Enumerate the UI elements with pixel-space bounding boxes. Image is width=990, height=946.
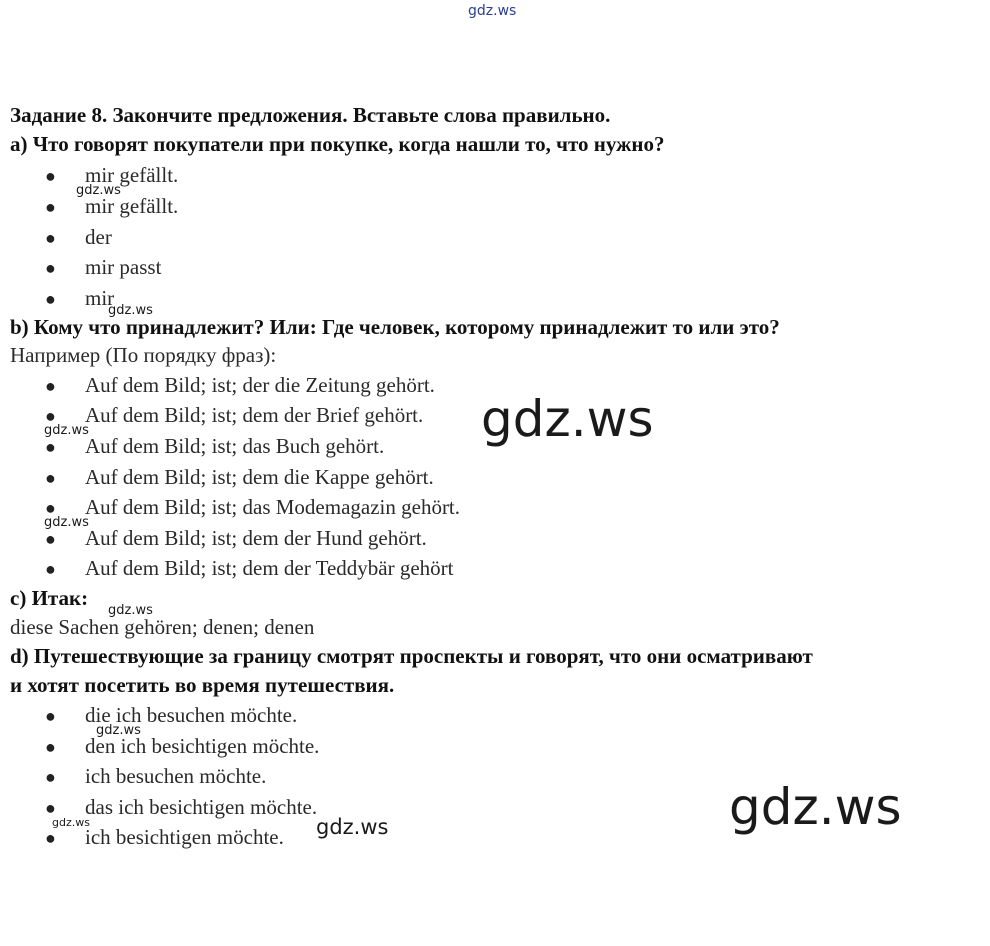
list-item-text: ich besuchen möchte. <box>85 764 267 788</box>
list-item-text: Auf dem Bild; ist; dem die Kappe gehört. <box>85 465 434 489</box>
watermark-top: gdz.ws <box>468 3 517 19</box>
section-a-heading: a) Что говорят покупатели при покупке, когда нашли то, что нужно? <box>10 132 665 156</box>
section-b-heading: b) Кому что принадлежит? Или: Где человек, которому принадлежит то или это? <box>10 315 780 339</box>
watermark-small: gdz.ws <box>108 603 153 618</box>
bullet-icon: ● <box>45 376 56 396</box>
list-item <box>45 733 319 760</box>
list-item <box>45 555 453 582</box>
list-item <box>45 464 434 491</box>
list-item <box>45 254 161 281</box>
list-item-text: ich besichtigen möchte. <box>85 825 284 849</box>
list-item-text: Auf dem Bild; ist; dem der Hund gehört. <box>85 526 427 550</box>
bullet-icon: ● <box>45 498 56 518</box>
watermark-small: gdz.ws <box>52 816 90 829</box>
bullet-icon: ● <box>45 437 56 457</box>
list-item <box>45 763 266 790</box>
section-d-heading-line2: и хотят посетить во время путешествия. <box>10 673 395 697</box>
watermark-small: gdz.ws <box>108 303 153 318</box>
task-title: Задание 8. Закончите предложения. Вставьте слова правильно. <box>10 103 611 127</box>
list-item-text: mir passt <box>85 255 162 279</box>
section-c-text: diese Sachen gehören; denen; denen <box>10 615 315 639</box>
list-item-text: das ich besichtigen möchte. <box>85 795 318 819</box>
list-item-text: Auf dem Bild; ist; das Buch gehört. <box>85 434 385 458</box>
list-item-text: mir gefällt. <box>85 163 179 187</box>
bullet-icon: ● <box>45 706 56 726</box>
list-item-text: die ich besuchen möchte. <box>85 703 298 727</box>
bullet-icon: ● <box>45 828 56 848</box>
list-item-text: Auf dem Bild; ist; das Modemagazin gehört. <box>85 495 461 519</box>
section-c-heading: c) Итак: <box>10 586 89 610</box>
list-item-text: Auf dem Bild; ist; der die Zeitung gehört. <box>85 373 435 397</box>
list-item <box>45 494 460 521</box>
bullet-icon: ● <box>45 767 56 787</box>
list-item-text: mir <box>85 286 115 310</box>
bullet-icon: ● <box>45 166 56 186</box>
list-item <box>45 525 427 552</box>
list-item <box>45 433 384 460</box>
watermark-small: gdz.ws <box>44 515 89 530</box>
section-d-heading-line1: d) Путешествующие за границу смотрят проспекты и говорят, что они осматривают <box>10 644 813 668</box>
bullet-icon: ● <box>45 289 56 309</box>
watermark-large: gdz.ws <box>729 778 902 836</box>
list-item <box>45 402 423 429</box>
bullet-icon: ● <box>45 529 56 549</box>
watermark-medium: gdz.ws <box>316 815 389 839</box>
section-b-intro: Например (По порядку фраз): <box>10 343 277 367</box>
list-item-text: Auf dem Bild; ist; dem der Brief gehört. <box>85 403 424 427</box>
list-item <box>45 224 112 251</box>
bullet-icon: ● <box>45 559 56 579</box>
list-item <box>45 372 435 399</box>
watermark-small: gdz.ws <box>44 423 89 438</box>
list-item <box>45 285 114 312</box>
watermark-large: gdz.ws <box>481 390 654 448</box>
bullet-icon: ● <box>45 798 56 818</box>
watermark-small: gdz.ws <box>76 183 121 198</box>
bullet-icon: ● <box>45 258 56 278</box>
list-item-text: Auf dem Bild; ist; dem der Teddybär gehört <box>85 556 454 580</box>
watermark-small: gdz.ws <box>96 723 141 738</box>
list-item <box>45 702 297 729</box>
list-item-text: den ich besichtigen möchte. <box>85 734 320 758</box>
list-item-text: mir gefällt. <box>85 194 179 218</box>
bullet-icon: ● <box>45 197 56 217</box>
list-item-text: der <box>85 225 112 249</box>
bullet-icon: ● <box>45 737 56 757</box>
bullet-icon: ● <box>45 468 56 488</box>
bullet-icon: ● <box>45 406 56 426</box>
bullet-icon: ● <box>45 228 56 248</box>
